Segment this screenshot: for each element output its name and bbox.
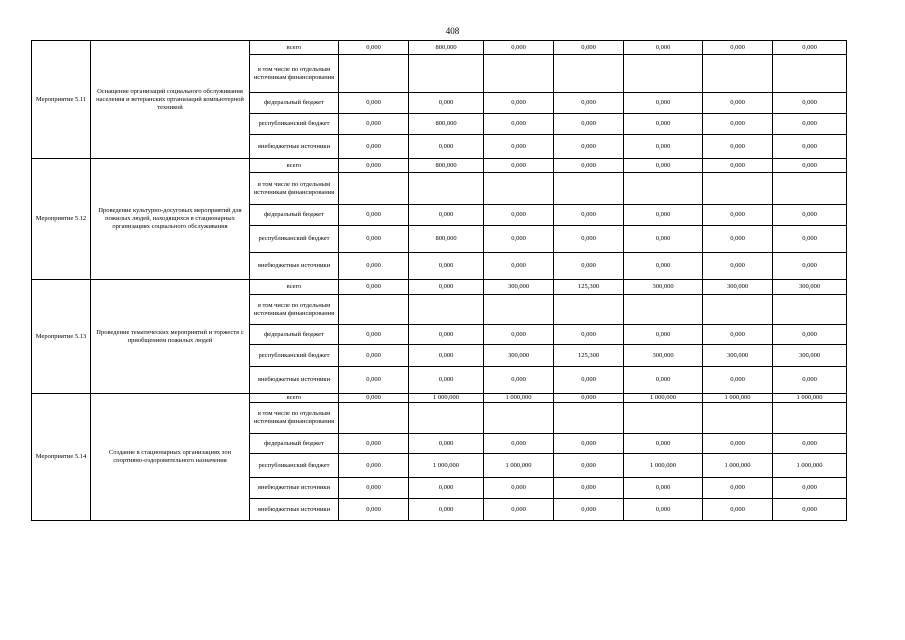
event-description: Оснащение организаций социального обслуживания населения и ветеранских организаций компьютерной техникой [91, 41, 250, 159]
amount-cell: 0,000 [554, 41, 624, 55]
amount-cell: 0,000 [339, 135, 409, 159]
amount-cell [773, 403, 847, 434]
amount-cell [339, 173, 409, 205]
amount-cell: 0,000 [339, 280, 409, 295]
table-row [32, 159, 847, 173]
amount-cell: 0,000 [554, 478, 624, 499]
amount-cell: 1 000,000 [409, 454, 484, 478]
funding-source: внебюджетные источники [250, 367, 339, 394]
amount-cell: 0,000 [409, 135, 484, 159]
funding-source: в том числе по отдельным источникам финансирования [250, 55, 339, 93]
amount-cell: 0,000 [773, 93, 847, 114]
amount-cell: 1 000,000 [484, 394, 554, 403]
amount-cell: 0,000 [339, 499, 409, 521]
amount-cell: 0,000 [773, 434, 847, 454]
amount-cell: 0,000 [703, 159, 773, 173]
amount-cell [484, 403, 554, 434]
event-number: Мероприятие 5.12 [32, 159, 91, 280]
funding-source: в том числе по отдельным источникам финансирования [250, 403, 339, 434]
funding-source: федеральный бюджет [250, 205, 339, 226]
page-number: 408 [445, 26, 460, 36]
amount-cell: 300,000 [484, 280, 554, 295]
amount-cell: 0,000 [773, 135, 847, 159]
event-number: Мероприятие 5.13 [32, 280, 91, 394]
amount-cell: 0,000 [703, 434, 773, 454]
amount-cell: 300,000 [773, 345, 847, 367]
amount-cell [773, 173, 847, 205]
amount-cell: 0,000 [409, 253, 484, 280]
amount-cell [409, 295, 484, 325]
amount-cell: 0,000 [703, 93, 773, 114]
amount-cell: 300,000 [624, 280, 703, 295]
amount-cell: 0,000 [554, 253, 624, 280]
amount-cell [703, 295, 773, 325]
amount-cell: 0,000 [773, 114, 847, 135]
amount-cell: 1 000,000 [484, 454, 554, 478]
funding-source: всего [250, 159, 339, 173]
table-row [32, 41, 847, 55]
amount-cell: 800,000 [409, 41, 484, 55]
amount-cell [554, 55, 624, 93]
amount-cell: 0,000 [484, 253, 554, 280]
amount-cell: 0,000 [703, 114, 773, 135]
amount-cell: 0,000 [409, 205, 484, 226]
amount-cell [703, 403, 773, 434]
amount-cell: 0,000 [484, 135, 554, 159]
amount-cell: 0,000 [554, 325, 624, 345]
amount-cell: 1 000,000 [624, 394, 703, 403]
amount-cell: 0,000 [339, 325, 409, 345]
table-body [32, 41, 847, 521]
amount-cell: 0,000 [773, 367, 847, 394]
funding-source: республиканский бюджет [250, 454, 339, 478]
funding-source: в том числе по отдельным источникам финансирования [250, 295, 339, 325]
amount-cell: 300,000 [703, 345, 773, 367]
amount-cell: 300,000 [484, 345, 554, 367]
amount-cell: 0,000 [409, 499, 484, 521]
amount-cell: 0,000 [624, 499, 703, 521]
amount-cell: 0,000 [773, 159, 847, 173]
amount-cell: 0,000 [624, 253, 703, 280]
funding-table [31, 40, 847, 521]
amount-cell: 0,000 [773, 253, 847, 280]
event-number: Мероприятие 5.14 [32, 394, 91, 521]
amount-cell: 0,000 [554, 367, 624, 394]
amount-cell: 0,000 [703, 135, 773, 159]
amount-cell: 300,000 [773, 280, 847, 295]
funding-source: внебюджетные источники [250, 135, 339, 159]
amount-cell: 1 000,000 [703, 454, 773, 478]
amount-cell: 0,000 [773, 205, 847, 226]
amount-cell: 0,000 [773, 226, 847, 253]
amount-cell: 0,000 [703, 205, 773, 226]
funding-source: республиканский бюджет [250, 114, 339, 135]
amount-cell [339, 295, 409, 325]
amount-cell: 0,000 [409, 93, 484, 114]
amount-cell [409, 173, 484, 205]
amount-cell: 0,000 [484, 114, 554, 135]
amount-cell: 0,000 [484, 434, 554, 454]
funding-source: в том числе по отдельным источникам финансирования [250, 173, 339, 205]
amount-cell: 0,000 [339, 394, 409, 403]
amount-cell [624, 403, 703, 434]
amount-cell: 300,000 [624, 345, 703, 367]
event-number: Мероприятие 5.11 [32, 41, 91, 159]
funding-source: внебюджетные источники [250, 253, 339, 280]
amount-cell [484, 173, 554, 205]
amount-cell: 0,000 [484, 478, 554, 499]
amount-cell: 0,000 [554, 93, 624, 114]
amount-cell [339, 403, 409, 434]
amount-cell: 0,000 [409, 434, 484, 454]
table-row [32, 394, 847, 403]
amount-cell [409, 403, 484, 434]
amount-cell: 0,000 [624, 93, 703, 114]
amount-cell: 0,000 [554, 226, 624, 253]
funding-source: внебюджетные источники [250, 499, 339, 521]
event-description: Создание в стационарных организациях зон спортивно-оздоровительного назначения [91, 394, 250, 521]
funding-source: внебюджетные источники [250, 478, 339, 499]
amount-cell: 0,000 [484, 325, 554, 345]
amount-cell [703, 173, 773, 205]
amount-cell: 0,000 [554, 114, 624, 135]
amount-cell: 0,000 [339, 253, 409, 280]
amount-cell [624, 173, 703, 205]
amount-cell: 0,000 [773, 325, 847, 345]
amount-cell: 0,000 [339, 226, 409, 253]
amount-cell: 0,000 [703, 253, 773, 280]
amount-cell: 0,000 [339, 205, 409, 226]
amount-cell: 0,000 [554, 394, 624, 403]
amount-cell: 0,000 [773, 478, 847, 499]
amount-cell: 0,000 [624, 205, 703, 226]
amount-cell: 0,000 [339, 478, 409, 499]
amount-cell: 0,000 [703, 41, 773, 55]
funding-source: всего [250, 41, 339, 55]
amount-cell: 0,000 [484, 367, 554, 394]
amount-cell: 125,300 [554, 280, 624, 295]
amount-cell: 0,000 [409, 478, 484, 499]
amount-cell: 0,000 [773, 499, 847, 521]
amount-cell: 0,000 [703, 226, 773, 253]
amount-cell [624, 295, 703, 325]
amount-cell [624, 55, 703, 93]
table-row [32, 280, 847, 295]
funding-source: республиканский бюджет [250, 226, 339, 253]
amount-cell: 0,000 [554, 159, 624, 173]
amount-cell: 0,000 [484, 205, 554, 226]
amount-cell: 0,000 [703, 478, 773, 499]
amount-cell: 1 000,000 [703, 394, 773, 403]
amount-cell: 1 000,000 [773, 454, 847, 478]
amount-cell: 0,000 [339, 114, 409, 135]
amount-cell [554, 295, 624, 325]
amount-cell [703, 55, 773, 93]
amount-cell [409, 55, 484, 93]
amount-cell: 1 000,000 [409, 394, 484, 403]
amount-cell: 800,000 [409, 226, 484, 253]
amount-cell: 1 000,000 [624, 454, 703, 478]
amount-cell: 800,000 [409, 159, 484, 173]
amount-cell: 800,000 [409, 114, 484, 135]
amount-cell: 0,000 [484, 159, 554, 173]
event-description: Проведение культурно-досуговых мероприятий для пожилых людей, находящихся в стационарных организациях социального обслуживания [91, 159, 250, 280]
amount-cell [484, 55, 554, 93]
amount-cell: 0,000 [409, 280, 484, 295]
amount-cell [339, 55, 409, 93]
event-description: Проведение тематических мероприятий и торжеств с приобщением пожилых людей [91, 280, 250, 394]
funding-source: республиканский бюджет [250, 345, 339, 367]
amount-cell: 0,000 [484, 226, 554, 253]
amount-cell: 0,000 [339, 159, 409, 173]
amount-cell: 300,000 [703, 280, 773, 295]
amount-cell: 0,000 [624, 114, 703, 135]
amount-cell: 0,000 [624, 434, 703, 454]
amount-cell: 0,000 [624, 41, 703, 55]
amount-cell: 0,000 [554, 135, 624, 159]
amount-cell: 0,000 [484, 499, 554, 521]
amount-cell: 0,000 [339, 367, 409, 394]
amount-cell: 0,000 [554, 434, 624, 454]
amount-cell: 0,000 [339, 434, 409, 454]
amount-cell: 0,000 [554, 454, 624, 478]
amount-cell: 0,000 [624, 478, 703, 499]
funding-source: федеральный бюджет [250, 93, 339, 114]
amount-cell: 0,000 [339, 93, 409, 114]
amount-cell: 0,000 [624, 367, 703, 394]
amount-cell: 125,300 [554, 345, 624, 367]
amount-cell: 0,000 [339, 41, 409, 55]
amount-cell: 0,000 [484, 93, 554, 114]
amount-cell: 0,000 [703, 325, 773, 345]
amount-cell [773, 55, 847, 93]
amount-cell: 0,000 [624, 325, 703, 345]
amount-cell: 0,000 [624, 135, 703, 159]
amount-cell: 0,000 [554, 499, 624, 521]
funding-source: всего [250, 280, 339, 295]
amount-cell [554, 403, 624, 434]
amount-cell: 0,000 [339, 454, 409, 478]
amount-cell: 0,000 [554, 205, 624, 226]
amount-cell [773, 295, 847, 325]
amount-cell: 0,000 [409, 367, 484, 394]
amount-cell: 0,000 [624, 226, 703, 253]
amount-cell: 0,000 [484, 41, 554, 55]
amount-cell [554, 173, 624, 205]
funding-source: всего [250, 394, 339, 403]
amount-cell: 1 000,000 [773, 394, 847, 403]
amount-cell: 0,000 [339, 345, 409, 367]
amount-cell: 0,000 [624, 159, 703, 173]
amount-cell: 0,000 [703, 499, 773, 521]
amount-cell: 0,000 [773, 41, 847, 55]
amount-cell: 0,000 [409, 325, 484, 345]
amount-cell: 0,000 [703, 367, 773, 394]
funding-source: федеральный бюджет [250, 325, 339, 345]
amount-cell [484, 295, 554, 325]
amount-cell: 0,000 [409, 345, 484, 367]
funding-source: федеральный бюджет [250, 434, 339, 454]
